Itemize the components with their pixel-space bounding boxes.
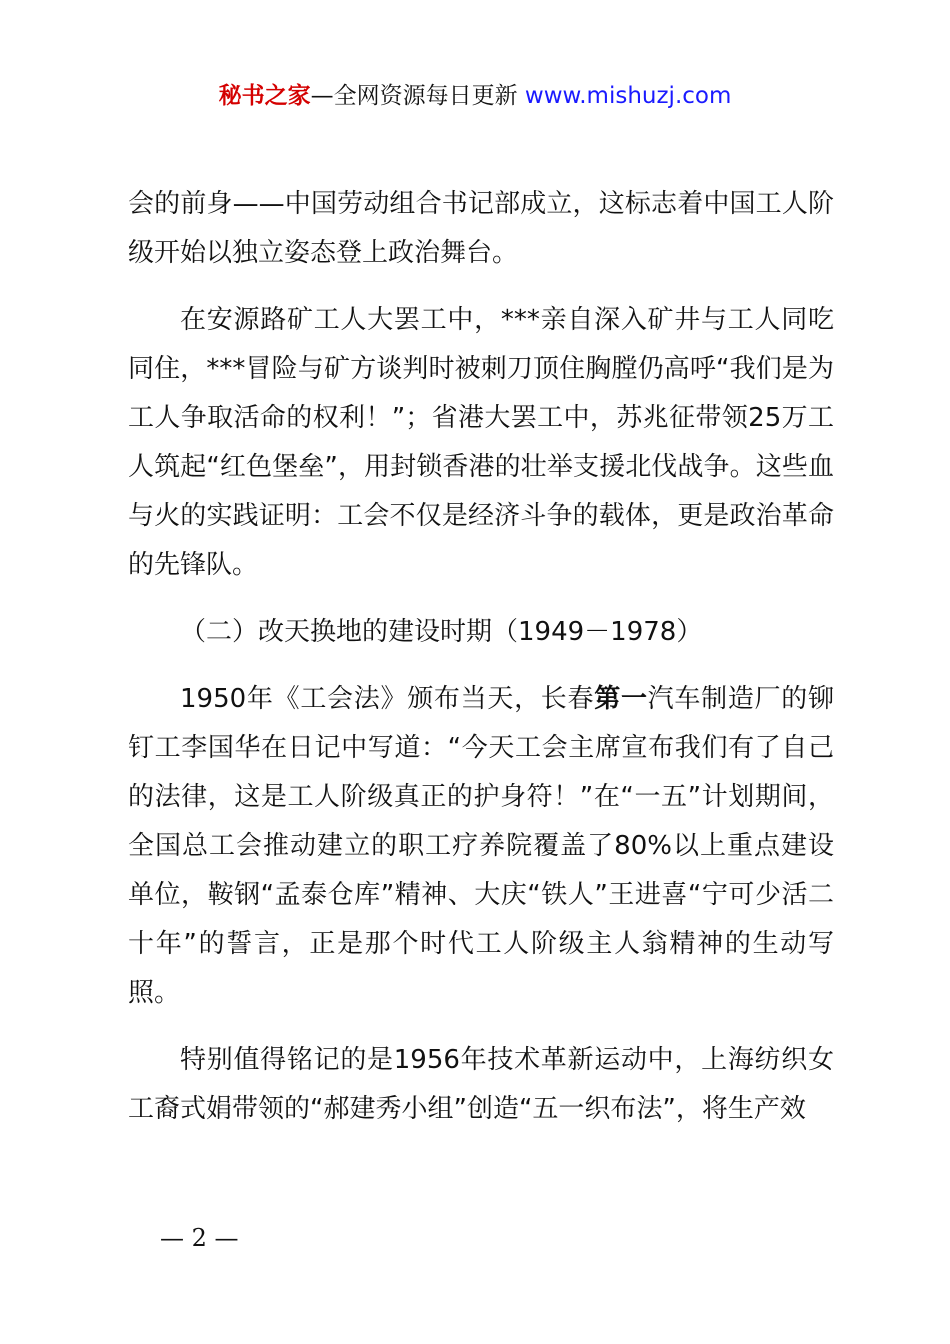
page-number: — 2 —	[160, 1224, 239, 1252]
paragraph-anyuan-strike: 在安源路矿工人大罢工中，***亲自深入矿井与工人同吃同住，***冒险与矿方谈判时被刺刀顶住胸膛仍高呼“我们是为工人争取活命的权利！”；省港大罢工中，苏兆征带领25万工人筑起“红色堡垒”，用封锁香港的壮举支援北伐战争。这些血与火的实践证明：工会不仅是经济斗争的载体，更是政治革命的先锋队。	[128, 305, 834, 580]
site-banner	[0, 80, 950, 112]
document-body	[128, 180, 834, 1152]
paragraph-continuation: 会的前身——中国劳动组合书记部成立，这标志着中国工人阶级开始以独立姿态登上政治舞台。	[128, 189, 834, 268]
site-url-link[interactable]: www.mishuzj.com	[524, 83, 732, 109]
section-heading-construction-period: （二）改天换地的建设时期（1949－1978）	[180, 617, 703, 647]
paragraph-trade-union-law	[128, 675, 834, 1018]
bold-emphasis: 第一	[594, 684, 648, 714]
brand-name: 秘书之家	[218, 83, 311, 109]
paragraph-technical-innovation: 特别值得铭记的是1956年技术革新运动中，上海纺织女工裔式娟带领的“郝建秀小组”创造“五一织布法”，将生产效	[128, 1045, 834, 1124]
banner-tagline: —全网资源每日更新	[310, 83, 525, 109]
paragraph-text-before: 1950年《工会法》颁布当天，长春	[180, 684, 595, 714]
paragraph-text-after: 汽车制造厂的铆钉工李国华在日记中写道：“今天工会主席宣布我们有了自己的法律，这是工人阶级真正的护身符！”在“一五”计划期间，全国总工会推动建立的职工疗养院覆盖了80%以上重点建设单位，鞍钢“孟泰仓库”精神、大庆“铁人”王进喜“宁可少活二十年”的誓言，正是那个时代工人阶级主人翁精神的生动写照。	[128, 684, 834, 1008]
